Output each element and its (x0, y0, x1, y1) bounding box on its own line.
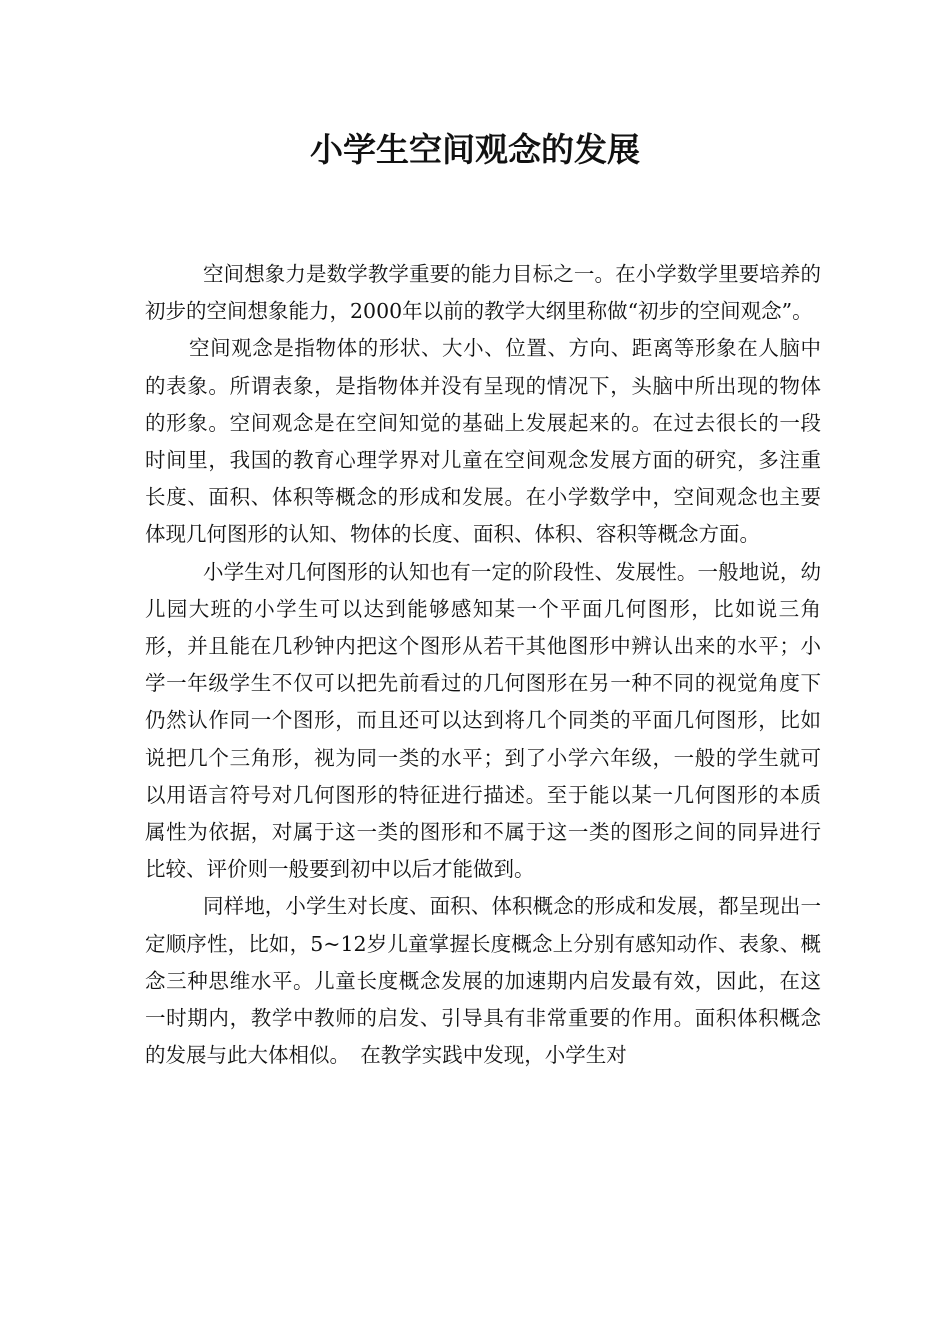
document-title: 小学生空间观念的发展 (310, 130, 640, 169)
document-body (145, 256, 821, 1074)
paragraph-geometry-recognition: 小学生对几何图形的认知也有一定的阶段性、发展性。一般地说，幼儿园大班的小学生可以达到能够感知某一个平面几何图形，比如说三角形，并且能在几秒钟内把这个图形从若干其他图形中辨认出来的水平；小学一年级学生不仅可以把先前看过的几何图形在另一种不同的视觉角度下仍然认作同一个图形，而且还可以达到将几个同类的平面几何图形，比如说把几个三角形，视为同一类的水平；到了小学六年级，一般的学生就可以用语言符号对几何图形的特征进行描述。至于能以某一几何图形的本质属性为依据，对属于这一类的图形和不属于这一类的图形之间的同异进行比较、评价则一般要到初中以后才能做到。 (145, 559, 821, 882)
paragraph-spatial-imagination: 空间想象力是数学教学重要的能力目标之一。在小学数学里要培养的初步的空间想象能力，2000年以前的教学大纲里称做“初步的空间观念”。 (145, 262, 821, 324)
paragraph-spatial-concept-definition: 空间观念是指物体的形状、大小、位置、方向、距离等形象在人脑中的表象。所谓表象，是指物体并没有呈现的情况下，头脑中所出现的物体的形象。空间观念是在空间知觉的基础上发展起来的。在过去很长的一段时间里，我国的教育心理学界对儿童在空间观念发展方面的研究，多注重长度、面积、体积等概念的形成和发展。在小学数学中，空间观念也主要体现几何图形的认知、物体的长度、面积、体积、容积等概念方面。 (145, 336, 821, 547)
paragraph-length-area-volume: 同样地，小学生对长度、面积、体积概念的形成和发展，都呈现出一定顺序性，比如，5~12岁儿童掌握长度概念上分别有感知动作、表象、概念三种思维水平。儿童长度概念发展的加速期内启发最有效，因此，在这一时期内，教学中教师的启发、引导具有非常重要的作用。面积体积概念的发展与此大体相似。 在教学实践中发现，小学生对 (145, 894, 821, 1068)
